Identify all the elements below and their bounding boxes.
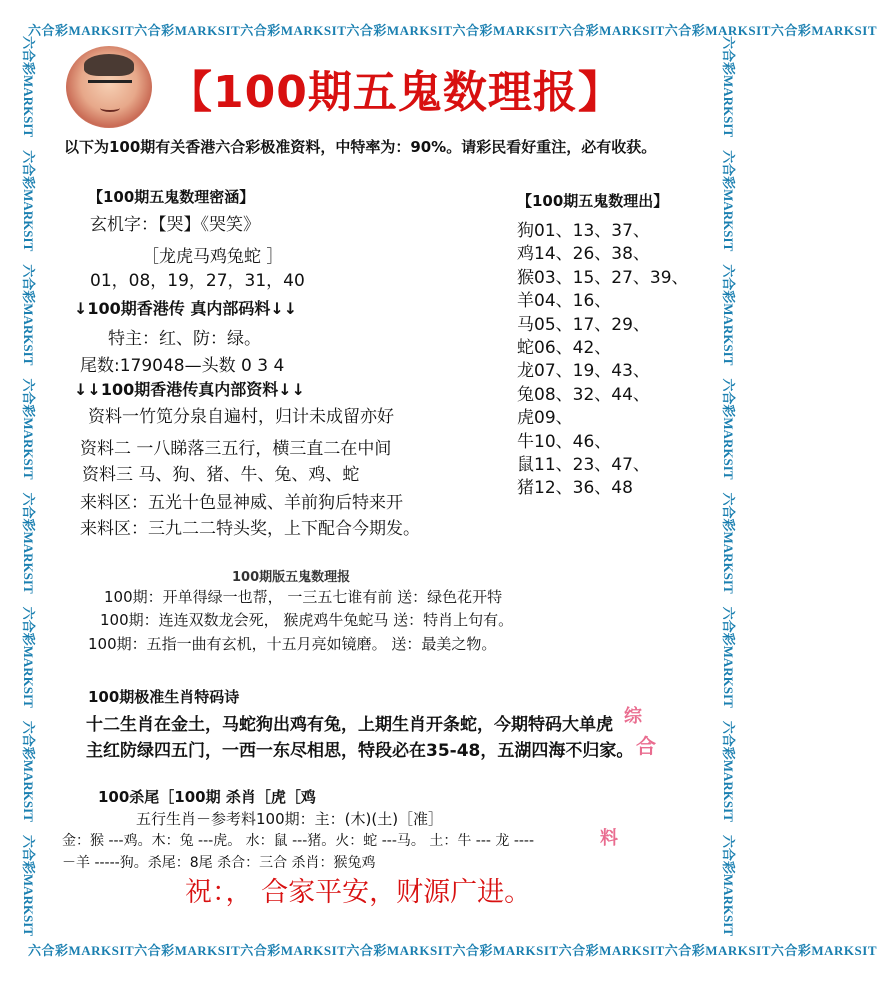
border-left-unit: 六合彩MARKSIT	[21, 378, 37, 480]
border-right	[718, 36, 742, 936]
zodiac-row: 牛10、46、	[517, 431, 612, 452]
border-top-unit: 六合彩MARKSIT	[664, 22, 771, 38]
border-left-unit: 六合彩MARKSIT	[21, 264, 37, 366]
border-bottom-unit: 六合彩MARKSIT	[664, 942, 771, 958]
stamp-seal	[616, 700, 666, 766]
laoliao-1: 来料区：五光十色显神威、羊前狗后特来开	[80, 493, 403, 513]
sub-line-1: 100期：开单得绿一也帮， 一三五七谁有前 送：绿色花开特	[104, 588, 503, 606]
ziliao-2: 资料二 一八睇落三五行，横三直二在中间	[80, 439, 392, 459]
zodiac-row: 马05、17、29、	[517, 314, 650, 335]
border-top-unit: 六合彩MARKSIT	[28, 22, 135, 38]
poem-heading: 100期极准生肖特码诗	[88, 688, 240, 706]
zodiac-row: 鸡14、26、38、	[517, 244, 650, 265]
border-bottom-unit: 六合彩MARKSIT	[28, 942, 135, 958]
ziliao-1: 资料一竹笕分泉自遍村，归计未成留亦好	[88, 407, 394, 427]
poem-line-1: 十二生肖在金土，马蛇狗出鸡有兔，上期生肖开条蛇，今期特码大单虎	[86, 715, 613, 735]
border-left-unit: 六合彩MARKSIT	[21, 150, 37, 252]
border-left-unit: 六合彩MARKSIT	[21, 492, 37, 594]
border-bottom-unit: 六合彩MARKSIT	[240, 942, 347, 958]
border-bottom-unit: 六合彩MARKSIT	[770, 942, 877, 958]
border-bottom-unit: 六合彩MARKSIT	[558, 942, 665, 958]
border-right-unit: 六合彩MARKSIT	[721, 36, 737, 138]
avatar-glasses	[88, 80, 132, 93]
xuanji-text: 玄机字：【哭】《哭笑》	[90, 215, 260, 235]
jin-text: 金：猴 ---鸡。木：兔 ---虎。 水：鼠 ---猪。火：蛇 ---马。 土：牛 --- 龙 ----	[62, 833, 535, 849]
ziliao-3: 资料三 马、狗、猪、牛、兔、鸡、蛇	[82, 465, 360, 485]
border-bottom	[28, 938, 877, 960]
intro-text: 以下为100期有关香港六合彩极准资料，中特率为：90%。请彩民看好重注，必有收获。	[64, 138, 657, 156]
stamp-char-1: 综	[624, 706, 642, 727]
sub-line-2: 100期：连连双数龙会死， 猴虎鸡牛兔蛇马 送：特肖上句有。	[100, 611, 514, 629]
border-right-unit: 六合彩MARKSIT	[721, 264, 737, 366]
zodiac-row: 狗01、13、37、	[517, 221, 650, 241]
hk-heading-2: ↓↓100期香港传真内部资料↓↓	[74, 380, 306, 399]
hk-heading: ↓100期香港传 真内部码料↓↓	[74, 299, 298, 318]
border-left-unit: 六合彩MARKSIT	[21, 606, 37, 708]
poem-line-2: 主红防绿四五门，一西一东尽相思，特段必在35-48，五湖四海不归家。	[86, 741, 634, 761]
border-top-unit: 六合彩MARKSIT	[134, 22, 241, 38]
avatar-mouth	[100, 104, 120, 112]
border-top-unit: 六合彩MARKSIT	[558, 22, 665, 38]
weishu-text: 尾数:179048—头数 0 3 4	[80, 356, 285, 376]
sub-line-3: 100期：五指一曲有玄机，十五月亮如镜磨。 送：最美之物。	[88, 635, 497, 653]
laoliao-2: 来料区：三九二二特头奖，上下配合今期发。	[80, 519, 420, 539]
border-bottom-unit: 六合彩MARKSIT	[346, 942, 453, 958]
border-top	[28, 18, 877, 40]
border-top-unit: 六合彩MARKSIT	[346, 22, 453, 38]
zodiac-row: 鼠11、23、47、	[517, 455, 650, 475]
border-bottom-unit: 六合彩MARKSIT	[452, 942, 559, 958]
zodiac-row: 虎09、	[517, 408, 573, 429]
border-right-unit: 六合彩MARKSIT	[721, 606, 737, 708]
border-bottom-unit: 六合彩MARKSIT	[134, 942, 241, 958]
border-left-unit: 六合彩MARKSIT	[21, 36, 37, 138]
yang-text: －羊 -----狗。杀尾：8尾 杀合：三合 杀肖：猴兔鸡	[62, 855, 376, 871]
avatar-hair	[84, 54, 134, 76]
border-right-unit: 六合彩MARKSIT	[721, 834, 737, 936]
zodiac-row: 兔08、32、44、	[517, 384, 650, 405]
border-left-unit: 六合彩MARKSIT	[21, 720, 37, 822]
page-title: 【100期五鬼数理报】	[168, 67, 623, 118]
border-right-unit: 六合彩MARKSIT	[721, 150, 737, 252]
numbers-text: 01，08，19，27，31，40	[90, 271, 305, 291]
border-top-unit: 六合彩MARKSIT	[452, 22, 559, 38]
zodiac-row: 猪12、36、48	[517, 478, 633, 499]
border-top-unit: 六合彩MARKSIT	[770, 22, 877, 38]
border-right-unit: 六合彩MARKSIT	[721, 492, 737, 594]
right-heading: 【100期五鬼数理出】	[517, 192, 669, 210]
border-right-unit: 六合彩MARKSIT	[721, 720, 737, 822]
border-left	[18, 36, 42, 936]
left-heading: 【100期五鬼数理密涵】	[88, 188, 255, 206]
stamp-seal-2: 料	[600, 828, 618, 849]
zodiac-row: 蛇06、42、	[517, 338, 612, 358]
wuxing-text: 五行生肖－参考料100期：主：(木)(土)［准］	[136, 810, 444, 828]
border-top-unit: 六合彩MARKSIT	[240, 22, 347, 38]
zodiac-row: 龙07、19、43、	[517, 361, 650, 382]
border-left-unit: 六合彩MARKSIT	[21, 834, 37, 936]
tezhu-text: 特主：红、防：绿。	[108, 329, 261, 349]
sub-heading: 100期版五鬼数理报	[232, 570, 351, 585]
border-right-unit: 六合彩MARKSIT	[721, 378, 737, 480]
stamp-char-2: 合	[636, 734, 656, 758]
blessing-text: 祝：， 合家平安，财源广进。	[185, 877, 532, 908]
shawei-text: 100杀尾［100期 杀肖［虎［鸡	[98, 788, 316, 806]
animals-text: ［龙虎马鸡兔蛇 ］	[142, 247, 284, 267]
zodiac-row: 羊04、16、	[517, 291, 612, 312]
zodiac-row: 猴03、15、27、39、	[517, 267, 689, 288]
avatar	[66, 46, 152, 128]
